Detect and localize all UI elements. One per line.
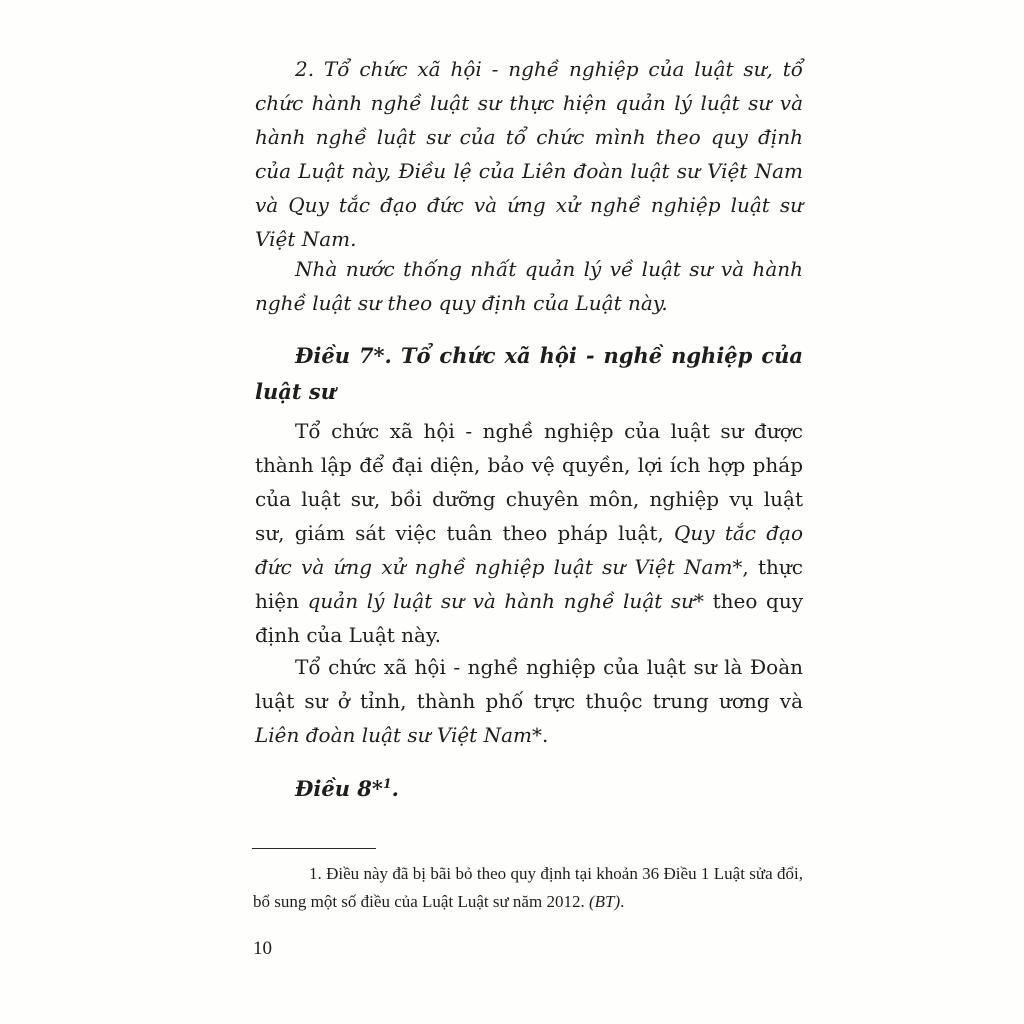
paragraph-text: theo quy định của Luật này. xyxy=(255,589,804,647)
footnote-text: . xyxy=(620,892,625,911)
article-8-heading xyxy=(255,766,803,807)
paragraph-italic-text: quản lý luật sư và hành nghề luật sư* xyxy=(307,589,705,613)
paragraph-text: , thực hiện xyxy=(255,555,803,613)
paragraph-italic-text: Liên đoàn luật sư Việt Nam* xyxy=(255,723,542,747)
heading-text: Điều 7*. Tổ chức xã hội - nghề nghiệp của luật sư xyxy=(255,343,803,404)
article-7-heading xyxy=(255,338,803,410)
paragraph-state-management xyxy=(255,252,803,320)
paragraph-text: . xyxy=(541,723,549,747)
paragraph-text: Tổ chức xã hội - nghề nghiệp của luật sư là Đoàn luật sư ở tỉnh, thành phố trực thuộc trung ương và xyxy=(255,655,803,713)
heading-text: Điều 8* xyxy=(295,776,383,801)
footnote-italic-text: (BT) xyxy=(588,892,621,911)
heading-text: . xyxy=(391,776,399,801)
paragraph-article-7-body xyxy=(255,414,803,652)
footnote xyxy=(253,860,803,916)
paragraph-text: Tổ chức xã hội - nghề nghiệp của luật sư được thành lập để đại diện, bảo vệ quyền, lợi ích hợp pháp của luật sư, bồi dưỡng chuyên môn, nghiệp vụ luật sư, giám sát việc tuân theo pháp luật, xyxy=(255,419,803,545)
page-number: 10 xyxy=(253,938,272,959)
paragraph-clause-2 xyxy=(255,52,803,256)
footnote-divider xyxy=(252,848,376,849)
paragraph-organization-list xyxy=(255,650,803,752)
paragraph-italic-text: Quy tắc đạo đức và ứng xử nghề nghiệp luật sư Việt Nam* xyxy=(255,521,803,579)
paragraph-text: 2. Tổ chức xã hội - nghề nghiệp của luật sư, tổ chức hành nghề luật sư thực hiện quản lý luật sư và hành nghề luật sư của tổ chức mình theo quy định của Luật này, Điều lệ của Liên đoàn luật sư Việt Nam và Quy tắc đạo đức và ứng xử nghề nghiệp luật sư Việt Nam. xyxy=(255,57,803,251)
footnote-marker: 1 xyxy=(382,776,392,791)
paragraph-text: Nhà nước thống nhất quản lý về luật sư và hành nghề luật sư theo quy định của Luật này. xyxy=(255,257,803,315)
footnote-text: 1. Điều này đã bị bãi bỏ theo quy định tại khoản 36 Điều 1 Luật sửa đổi, bổ sung một số điều của Luật Luật sư năm 2012. xyxy=(253,864,803,911)
